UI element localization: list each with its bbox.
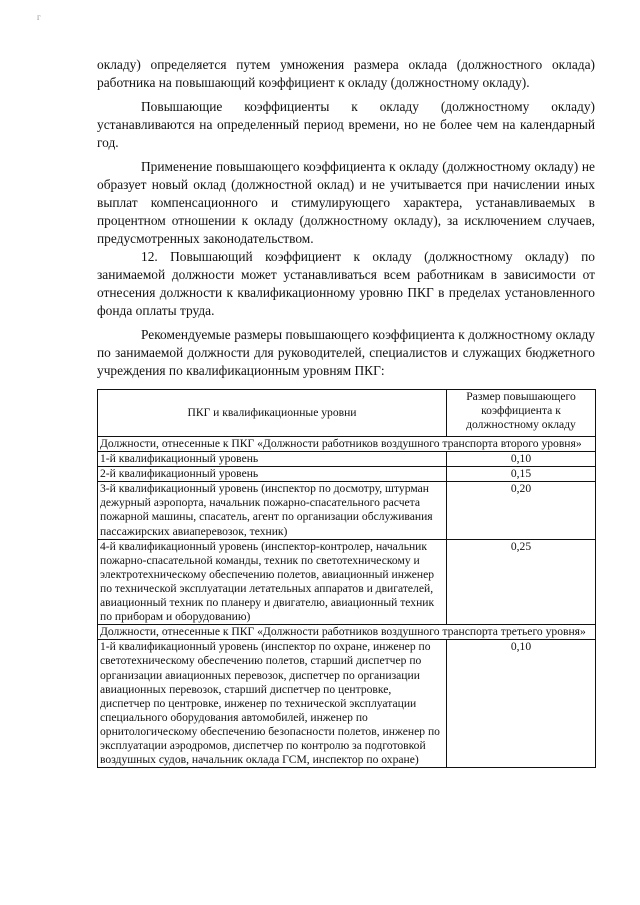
level-cell: 3-й квалификационный уровень (инспектор по досмотру, штурман дежурный аэропорта, начальник пожарно-спасательного расчета пожарной машины, спасатель, агент по организации обслуживания пассажирских авиаперевозок, техник) bbox=[98, 482, 447, 539]
header-pkg-levels: ПКГ и квалификационные уровни bbox=[98, 390, 447, 437]
level-cell: 4-й квалификационный уровень (инспектор-контролер, начальник пожарно-спасательной команды, техник по светотехническому и электротехническому обеспечению полетов, авиационный инженер по технической эксплуатации летательных аппаратов и двигателей, авиационный техник по планеру и двигателю, авиационный техник по приборам и оборудованию) bbox=[98, 539, 447, 625]
header-coefficient-size: Размер повышающего коэффициента к должностному окладу bbox=[447, 390, 596, 437]
paragraph-5: Рекомендуемые размеры повышающего коэффициента к должностному окладу по занимаемой должности для руководителей, специалистов и служащих бюджетного учреждения по квалификационным уровням ПКГ: bbox=[97, 327, 595, 378]
group-title-third-level: Должности, отнесенные к ПКГ «Должности работников воздушного транспорта третьего уровня» bbox=[98, 625, 596, 640]
level-cell: 2-й квалификационный уровень bbox=[98, 467, 447, 482]
body-text bbox=[97, 56, 595, 380]
table-row bbox=[98, 452, 596, 467]
table-header-row bbox=[98, 390, 596, 437]
value-cell: 0,10 bbox=[447, 452, 596, 467]
paragraph-4: 12. Повышающий коэффициент к окладу (должностному окладу) по занимаемой должности может устанавливаться всем работникам в зависимости от отнесения должности к квалификационному уровню ПКГ в пределах установленного фонда оплаты труда. bbox=[97, 249, 595, 318]
coefficient-table bbox=[97, 389, 596, 768]
value-cell: 0,25 bbox=[447, 539, 596, 625]
paragraph-2: Повышающие коэффициенты к окладу (должностному окладу) устанавливаются на определенный период времени, но не более чем на календарный год. bbox=[97, 99, 595, 150]
paragraph-1: окладу) определяется путем умножения размера оклада (должностного оклада) работника на повышающий коэффициент к окладу (должностному окладу). bbox=[97, 57, 595, 90]
page-mark: г bbox=[37, 12, 41, 22]
value-cell: 0,20 bbox=[447, 482, 596, 539]
table-row bbox=[98, 539, 596, 625]
group-title-second-level: Должности, отнесенные к ПКГ «Должности работников воздушного транспорта второго уровня» bbox=[98, 437, 596, 452]
table-group-row bbox=[98, 437, 596, 452]
table-group-row bbox=[98, 625, 596, 640]
value-cell: 0,15 bbox=[447, 467, 596, 482]
table-row bbox=[98, 482, 596, 539]
value-cell: 0,10 bbox=[447, 640, 596, 768]
table-row bbox=[98, 640, 596, 768]
paragraph-3: Применение повышающего коэффициента к окладу (должностному окладу) не образует новый оклад (должностной оклад) и не учитывается при начислении иных выплат компенсационного и стимулирующего характера, устанавливаемых в процентном отношении к окладу (должностному окладу), за исключением случаев, предусмотренных законодательством. bbox=[97, 159, 595, 246]
table-row bbox=[98, 467, 596, 482]
level-cell: 1-й квалификационный уровень (инспектор по охране, инженер по светотехническому обеспечению полетов, старший диспетчер по организации авиационных перевозок, диспетчер по организации авиационных перевозок, старший диспетчер по центровке, диспетчер по центровке, инженер по технической эксплуатации специального оборудования автомобилей, инженер по орнитологическому обеспечению безопасности полетов, инженер по эксплуатации аэродромов, диспетчер по контролю за подготовкой воздушных судов, начальник оклада ГСМ, инспектор по охране) bbox=[98, 640, 447, 768]
level-cell: 1-й квалификационный уровень bbox=[98, 452, 447, 467]
